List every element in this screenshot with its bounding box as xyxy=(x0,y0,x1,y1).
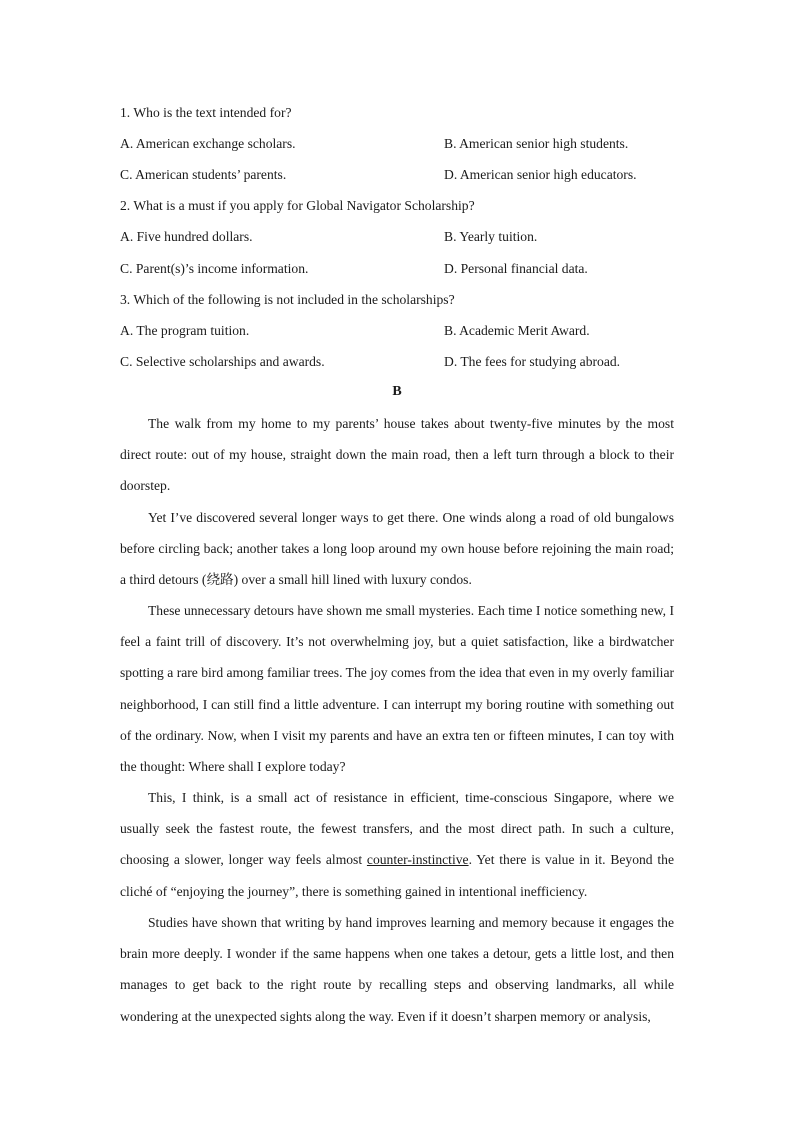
paragraph-4 xyxy=(120,782,674,907)
paragraph-3: These unnecessary detours have shown me small mysteries. Each time I notice something new, I feel a faint trill of discovery. It’s not overwhelming joy, but a quiet satisfaction, like a birdwatcher spotting a rare bird among familiar trees. The joy comes from the idea that even in my overly familiar neighborhood, I can still find a little adventure. I can interrupt my boring routine with something out of the ordinary. Now, when I visit my parents and have an extra ten or fifteen minutes, I can toy with the thought: Where shall I explore today? xyxy=(120,603,674,775)
question-3-option-d: D. The fees for studying abroad. xyxy=(444,354,621,369)
question-3: 3. Which of the following is not included in the scholarships? xyxy=(120,292,455,307)
section-heading: B xyxy=(392,384,402,399)
question-3-option-a: A. The program tuition. xyxy=(120,323,250,338)
question-1: 1. Who is the text intended for? xyxy=(120,105,292,120)
question-1-option-c: C. American students’ parents. xyxy=(120,167,287,182)
question-2-option-d: D. Personal financial data. xyxy=(444,261,588,276)
paragraph-2: Yet I’ve discovered several longer ways to get there. One winds along a road of old bungalows before circling back; another takes a long loop around my own house before rejoining the main road; a third detours (绕路) over a small hill lined with luxury condos. xyxy=(120,510,674,588)
paragraph-4-text-end: . Yet there is value in it. Beyond the cliché of “enjoying the journey”, there is something gained in intentional inefficiency. xyxy=(120,852,674,899)
question-2-option-c: C. Parent(s)’s income information. xyxy=(120,261,309,276)
paragraph-1: The walk from my home to my parents’ house takes about twenty-five minutes by the most direct route: out of my house, straight down the main road, then a left turn through a block to their doorstep. xyxy=(120,416,674,494)
question-1-option-a: A. American exchange scholars. xyxy=(120,136,296,151)
paragraph-4-text-start: This, I think, is a small act of resistance in efficient, time-conscious Singapore, where we usually seek the fastest route, the fewest transfers, and the most direct path. In such a culture, choosing a slower, longer way feels almost xyxy=(120,790,674,868)
question-1-option-b: B. American senior high students. xyxy=(444,136,629,151)
question-1-option-d: D. American senior high educators. xyxy=(444,167,637,182)
question-3-option-c: C. Selective scholarships and awards. xyxy=(120,354,325,369)
question-2: 2. What is a must if you apply for Global Navigator Scholarship? xyxy=(120,198,475,213)
question-2-option-a: A. Five hundred dollars. xyxy=(120,229,253,244)
underlined-word: counter-instinctive xyxy=(366,852,469,868)
paragraph-5: Studies have shown that writing by hand improves learning and memory because it engages the brain more deeply. I wonder if the same happens when one takes a detour, gets a little lost, and then manages to get back to the right route by recalling steps and observing landmarks, all while wondering at the unexpected sights along the way. Even if it doesn’t sharpen memory or analysis, xyxy=(120,915,674,1024)
question-2-option-b: B. Yearly tuition. xyxy=(444,229,538,244)
question-3-option-b: B. Academic Merit Award. xyxy=(444,323,590,338)
